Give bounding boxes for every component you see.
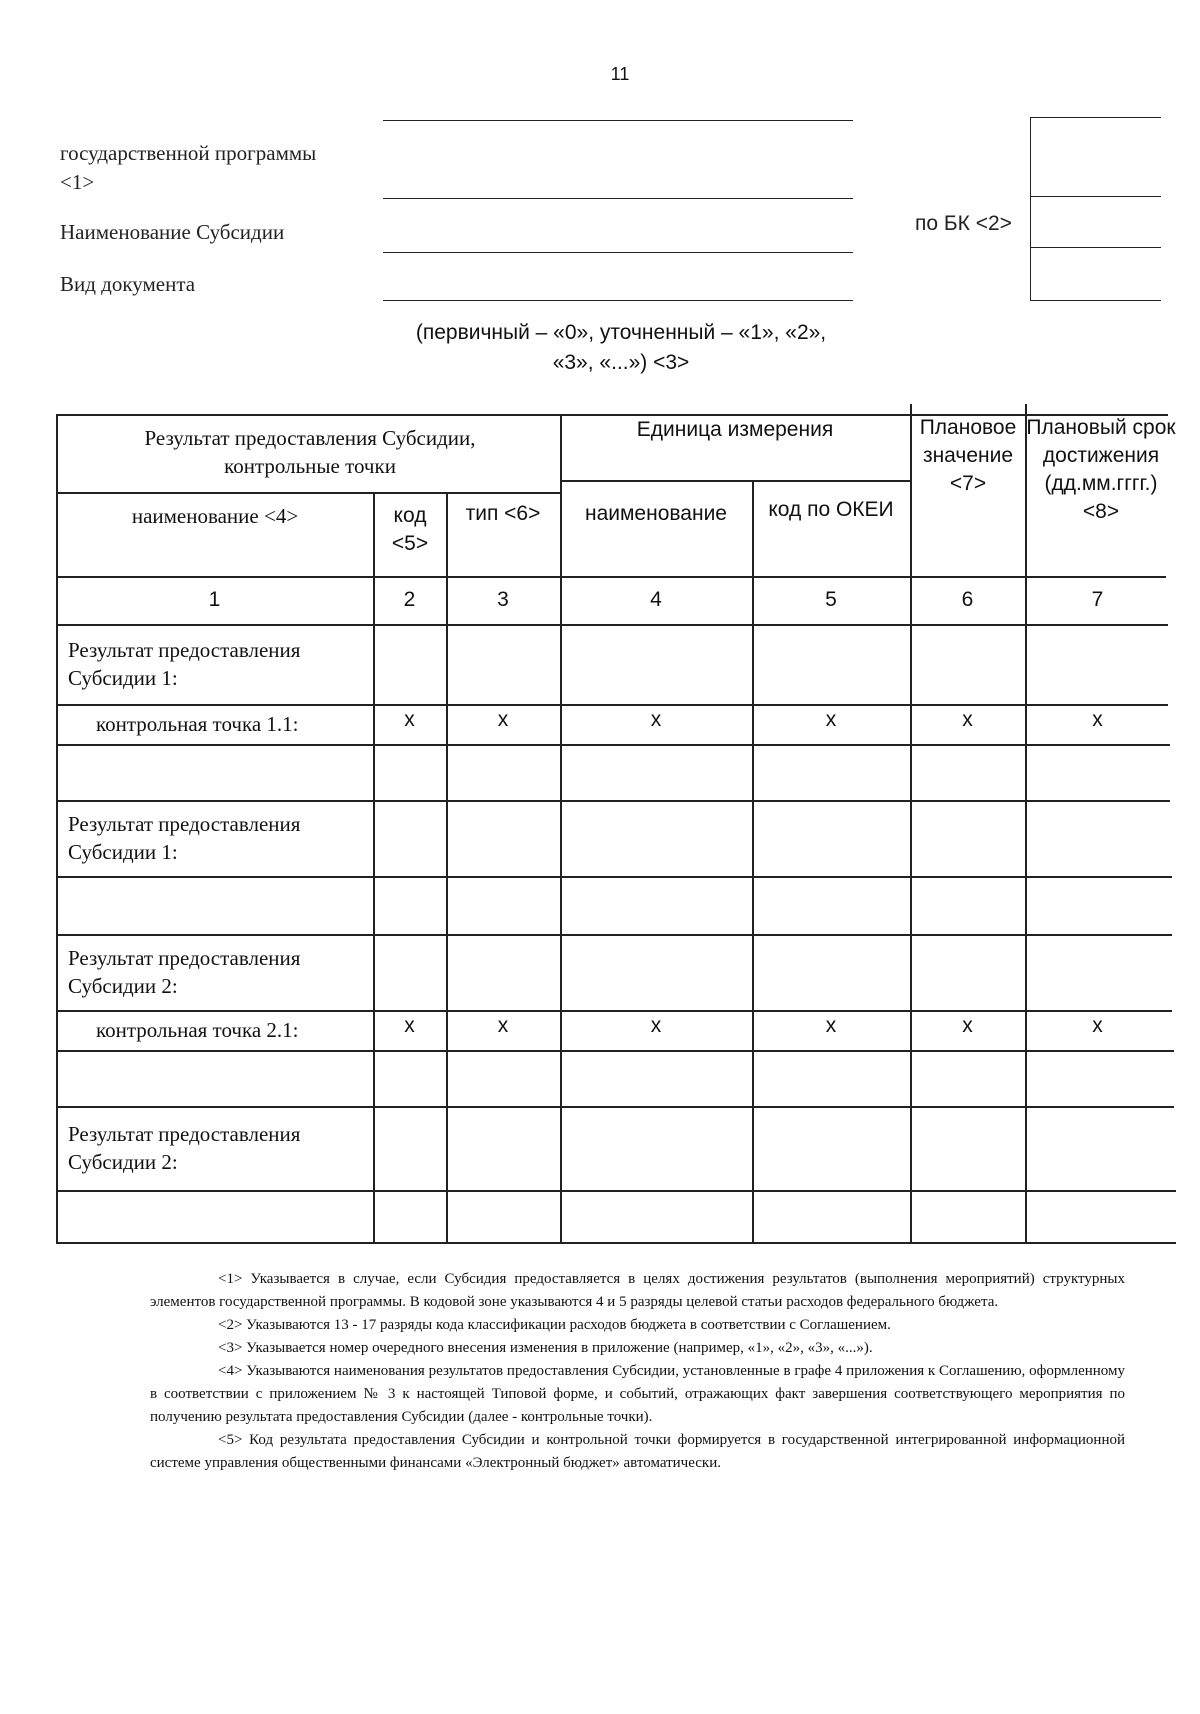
plan-date-header: Плановый срок достижения (дд.мм.гггг.) <8> bbox=[1026, 416, 1176, 523]
col-divider-4 bbox=[560, 414, 562, 1244]
column-number-4: 4 bbox=[650, 588, 662, 611]
table-cell-mark: x bbox=[825, 708, 837, 731]
table-cell-mark: x bbox=[1092, 708, 1103, 731]
table-cell-mark: x bbox=[962, 708, 973, 731]
column-number-6: 6 bbox=[961, 588, 974, 611]
program-label: государственной программы bbox=[60, 141, 317, 165]
row-line bbox=[56, 876, 1172, 878]
doctype-label: Вид документа bbox=[60, 272, 196, 296]
table-cell-mark: x bbox=[1092, 1014, 1103, 1037]
program-field-line-2 bbox=[383, 198, 853, 199]
program-field-line bbox=[383, 120, 853, 121]
table-left-border bbox=[56, 414, 58, 1244]
table-cell-mark: x bbox=[497, 1014, 509, 1037]
row-line bbox=[56, 1190, 1176, 1192]
column-number-2: 2 bbox=[403, 588, 416, 611]
header-bottom-line bbox=[56, 576, 1166, 578]
result-label: Результат предоставления Субсидии 1: bbox=[68, 638, 301, 690]
col-divider-6 bbox=[910, 404, 912, 1244]
checkpoint-label: контрольная точка 1.1: bbox=[96, 712, 299, 736]
row-line bbox=[56, 800, 1170, 802]
result-label: Результат предоставления Субсидии 1: bbox=[68, 812, 301, 864]
column-number-5: 5 bbox=[825, 588, 837, 611]
code-zone-row-divider bbox=[1031, 196, 1161, 197]
doctype-note-line2: «3», «...») <3> bbox=[552, 351, 690, 374]
plan-value-header: Плановое значение <7> bbox=[919, 416, 1017, 495]
row-line bbox=[56, 934, 1172, 936]
table-cell-mark: x bbox=[404, 1014, 415, 1037]
doctype-note bbox=[386, 318, 856, 378]
col-name-header: наименование <4> bbox=[131, 504, 299, 528]
page-number: 11 bbox=[610, 64, 630, 84]
bk-label: по БК <2> bbox=[915, 212, 1012, 235]
footnotes bbox=[150, 1268, 1125, 1475]
numbers-row-bottom-line bbox=[56, 624, 1168, 626]
code-zone-row-divider bbox=[1031, 247, 1161, 248]
row-line bbox=[56, 744, 1170, 746]
column-number-7: 7 bbox=[1091, 588, 1104, 611]
col-okei-header: код по ОКЕИ bbox=[768, 498, 894, 521]
unit-subrow-line bbox=[560, 480, 910, 482]
footnote-5: <5> Код результата предоставления Субсидии и контрольной точки формируется в государственной интегрированной информационной системе управления общественными финансами «Электронный бюджет» автоматически. bbox=[150, 1432, 1125, 1471]
subsidy-field-line bbox=[383, 252, 853, 253]
checkpoint-label: контрольная точка 2.1: bbox=[96, 1018, 299, 1042]
doctype-field-line bbox=[383, 300, 853, 301]
col-code-header: код <5> bbox=[391, 504, 429, 555]
column-number-1: 1 bbox=[208, 588, 221, 611]
header-subrow-line bbox=[56, 492, 560, 494]
column-number-3: 3 bbox=[497, 588, 509, 611]
footnote-2: <2> Указываются 13 - 17 разряды кода классификации расходов бюджета в соответствии с Соглашением. bbox=[218, 1317, 891, 1333]
result-label: Результат предоставления Субсидии 2: bbox=[68, 946, 301, 998]
footnote-4: <4> Указываются наименования результатов предоставления Субсидии, установленные в графе 4 приложения к Соглашению, оформленному в соответствии с приложением № 3 к настоящей Типовой форме, и событий, отражающих факт завершения соответствующего мероприятия по получению результата предоставления Субсидии (далее - контрольные точки). bbox=[150, 1363, 1125, 1425]
subsidy-label: Наименование Субсидии bbox=[60, 220, 285, 244]
doctype-note-line1: (первичный – «0», уточненный – «1», «2», bbox=[415, 321, 827, 344]
table-cell-mark: x bbox=[650, 708, 662, 731]
group-unit-header: Единица измерения bbox=[636, 418, 834, 441]
col-type-header: тип <6> bbox=[465, 502, 541, 525]
table-cell-mark: x bbox=[825, 1014, 837, 1037]
col-unit-name-header: наименование bbox=[584, 502, 727, 525]
group-result-header: Результат предоставления Субсидии, контрольные точки bbox=[144, 426, 476, 478]
table-cell-mark: x bbox=[404, 708, 415, 731]
table-bottom-border bbox=[56, 1242, 1176, 1244]
row-line bbox=[56, 1106, 1174, 1108]
table-cell-mark: x bbox=[650, 1014, 662, 1037]
code-zone-box bbox=[1030, 117, 1161, 301]
table-cell-mark: x bbox=[962, 1014, 973, 1037]
program-footnote: <1> bbox=[60, 170, 95, 194]
row-line bbox=[56, 1050, 1174, 1052]
footnote-1: <1> Указывается в случае, если Субсидия предоставляется в целях достижения результатов (выполнения мероприятий) структурных элементов государственной программы. В кодовой зоне указываются 4 и 5 разряды целевой статьи расходов федерального бюджета. bbox=[150, 1271, 1125, 1310]
footnote-3: <3> Указывается номер очередного внесения изменения в приложение (например, «1», «2», «3», «...»). bbox=[218, 1340, 873, 1356]
result-label: Результат предоставления Субсидии 2: bbox=[68, 1122, 301, 1174]
table-cell-mark: x bbox=[497, 708, 509, 731]
